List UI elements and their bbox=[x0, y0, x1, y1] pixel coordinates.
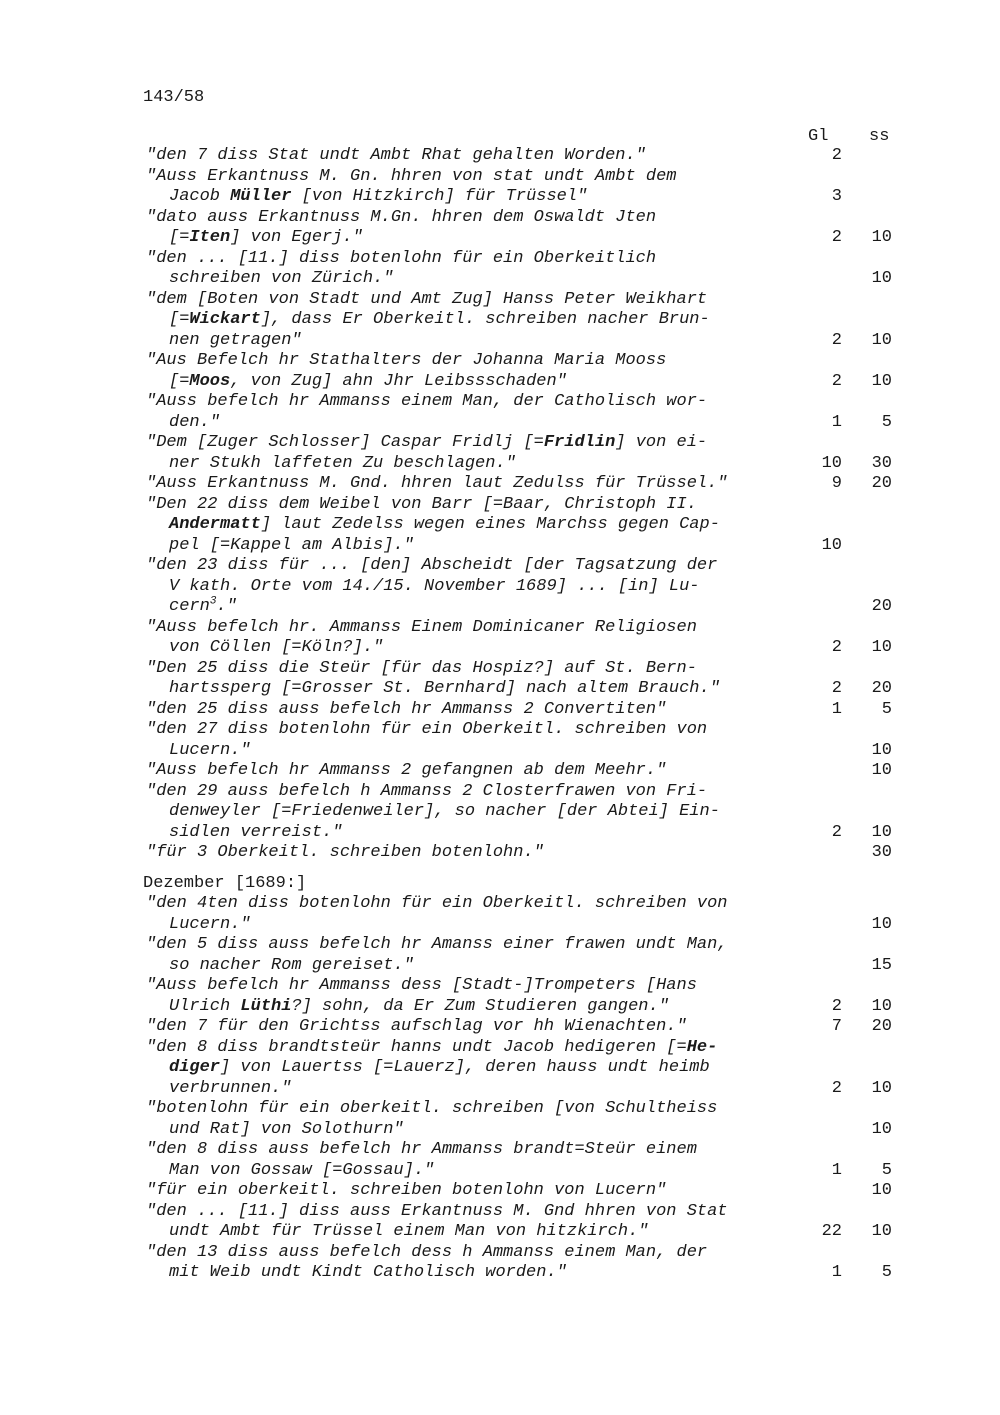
entry-line bbox=[0, 761, 1000, 782]
entry-line bbox=[0, 679, 1000, 700]
bold-name: Moos bbox=[189, 371, 231, 391]
entry-text: und Rat] von Solothurn" bbox=[169, 1119, 404, 1139]
month-heading-text: Dezember [1689:] bbox=[143, 873, 307, 893]
entry-line bbox=[0, 782, 1000, 803]
amount-gulden: 2 bbox=[831, 638, 842, 657]
entry-line bbox=[0, 433, 1000, 454]
entry-line bbox=[0, 392, 1000, 413]
amount-schilling: 5 bbox=[881, 1160, 892, 1180]
entry-line bbox=[0, 597, 1000, 618]
amount-schilling: 10 bbox=[871, 1222, 892, 1241]
amount-gulden: 2 bbox=[831, 1078, 842, 1098]
entry-line bbox=[0, 997, 1000, 1018]
amount-schilling: 10 bbox=[871, 1119, 892, 1139]
amount-schilling: 10 bbox=[871, 269, 892, 288]
entry-line bbox=[0, 700, 1000, 721]
entry-text: "den 8 diss brandtsteür hanns undt Jacob hedigeren [=He- bbox=[146, 1037, 718, 1057]
entry-line bbox=[0, 556, 1000, 577]
month-heading bbox=[0, 874, 1000, 895]
amount-schilling: 20 bbox=[871, 679, 892, 698]
amount-schilling: 10 bbox=[871, 330, 892, 350]
entry-text: "für 3 Oberkeitl. schreiben botenlohn." bbox=[146, 843, 544, 862]
entry-line bbox=[0, 372, 1000, 393]
bold-name: Fridlin bbox=[543, 433, 616, 452]
amount-schilling: 10 bbox=[871, 761, 892, 780]
entry-text: [=Moos, von Zug] ahn Jhr Leibssschaden" bbox=[169, 371, 567, 391]
amount-schilling: 10 bbox=[871, 996, 892, 1016]
entry-line bbox=[0, 208, 1000, 229]
entry-text: Jacob Müller [von Hitzkirch] für Trüssel" bbox=[169, 187, 588, 206]
amount-gulden: 7 bbox=[831, 1017, 842, 1036]
entry-line bbox=[0, 894, 1000, 915]
entry-line bbox=[0, 802, 1000, 823]
entry-line bbox=[0, 976, 1000, 997]
entry-line bbox=[0, 474, 1000, 495]
entry-line bbox=[0, 720, 1000, 741]
amount-schilling: 30 bbox=[871, 843, 892, 862]
bold-name: Müller bbox=[230, 187, 292, 206]
entry-line bbox=[0, 1161, 1000, 1182]
entry-text: Lucern." bbox=[169, 914, 251, 934]
entry-text: "den 5 diss auss befelch hr Amanss einer frawen undt Man, bbox=[146, 935, 728, 954]
entry-line bbox=[0, 956, 1000, 977]
entry-line bbox=[0, 915, 1000, 936]
entry-text: "Auss befelch hr Ammanss einem Man, der Catholisch wor- bbox=[146, 392, 708, 411]
entry-line bbox=[0, 843, 1000, 864]
amount-gulden: 2 bbox=[831, 330, 842, 350]
entry-text: "den 8 diss auss befelch hr Ammanss brandt=Steür einem bbox=[146, 1140, 697, 1159]
entry-text: V kath. Orte vom 14./15. November 1689] ... [in] Lu- bbox=[169, 576, 700, 596]
amount-schilling: 10 bbox=[871, 228, 892, 247]
amount-schilling: 10 bbox=[871, 371, 892, 391]
entry-line bbox=[0, 249, 1000, 270]
entry-line bbox=[0, 187, 1000, 208]
entry-text: "den ... [11.] diss auss Erkantnuss M. Gnd hhren von Stat bbox=[146, 1201, 728, 1221]
amount-gulden: 1 bbox=[831, 699, 842, 719]
entry-line bbox=[0, 269, 1000, 290]
entry-text: "Aus Befelch hr Stathalters der Johanna Maria Mooss bbox=[146, 351, 667, 370]
entry-line bbox=[0, 1099, 1000, 1120]
entry-text: "Auss befelch hr Ammanss 2 gefangnen ab dem Meehr." bbox=[146, 761, 667, 780]
entry-text: hartssperg [=Grosser St. Bernhard] nach altem Brauch." bbox=[169, 679, 720, 698]
entry-line bbox=[0, 331, 1000, 352]
bold-name: diger bbox=[169, 1058, 221, 1077]
entry-text: "den 7 für den Grichtss aufschlag vor hh Wienachten." bbox=[146, 1017, 687, 1036]
entry-line bbox=[0, 1120, 1000, 1141]
entry-text: "Auss befelch hr Ammanss dess [Stadt-]Trompeters [Hans bbox=[146, 976, 697, 995]
entry-text: diger] von Lauertss [=Lauerz], deren hauss undt heimb bbox=[169, 1058, 710, 1077]
entry-text: mit Weib undt Kindt Catholisch worden." bbox=[169, 1263, 567, 1282]
page-number: 143/58 bbox=[143, 88, 205, 107]
entry-line bbox=[0, 413, 1000, 434]
amount-gulden: 1 bbox=[831, 1263, 842, 1282]
amount-schilling: 10 bbox=[871, 914, 892, 934]
entry-line bbox=[0, 638, 1000, 659]
entry-text: Lucern." bbox=[169, 740, 251, 760]
amount-schilling: 10 bbox=[871, 1181, 892, 1200]
entry-text: "den 4ten diss botenlohn für ein Oberkeitl. schreiben von bbox=[146, 894, 728, 913]
entry-line bbox=[0, 618, 1000, 639]
amount-gulden: 1 bbox=[831, 412, 842, 432]
entry-text: "Den 22 diss dem Weibel von Barr [=Baar, Christoph II. bbox=[146, 494, 697, 514]
entry-text: "Auss befelch hr. Ammanss Einem Dominicaner Religiosen bbox=[146, 617, 697, 637]
amount-gulden: 22 bbox=[821, 1222, 842, 1241]
entry-line bbox=[0, 741, 1000, 762]
entry-line bbox=[0, 935, 1000, 956]
entry-line bbox=[0, 290, 1000, 311]
amount-schilling: 5 bbox=[881, 412, 892, 432]
entry-line bbox=[0, 515, 1000, 536]
entry-text: verbrunnen." bbox=[169, 1078, 292, 1098]
entry-text: [=Wickart], dass Er Oberkeitl. schreiben nacher Brun- bbox=[169, 310, 710, 329]
column-header-gl: Gl bbox=[808, 127, 829, 146]
entry-text: denweyler [=Friedenweiler], so nacher [der Abtei] Ein- bbox=[169, 802, 720, 821]
entry-line bbox=[0, 659, 1000, 680]
entry-text: "den 23 diss für ... [den] Abscheidt [der Tagsatzung der bbox=[146, 556, 718, 575]
entry-text: ner Stukh laffeten Zu beschlagen." bbox=[169, 453, 516, 473]
entry-text: "botenlohn für ein oberkeitl. schreiben [von Schultheiss bbox=[146, 1099, 718, 1118]
entry-line bbox=[0, 1079, 1000, 1100]
entry-line bbox=[0, 1222, 1000, 1243]
entry-line bbox=[0, 1140, 1000, 1161]
entry-line bbox=[0, 1038, 1000, 1059]
entry-text: "Dem [Zuger Schlosser] Caspar Fridlj [=Fridlin] von ei- bbox=[146, 433, 708, 452]
entry-text: "Auss Erkantnuss M. Gn. hhren von stat undt Ambt dem bbox=[146, 166, 677, 186]
entry-text: den." bbox=[169, 412, 221, 432]
entry-text: undt Ambt für Trüssel einem Man von hitzkirch." bbox=[169, 1222, 649, 1241]
entry-text: "Den 25 diss die Steür [für das Hospiz?] auf St. Bern- bbox=[146, 658, 697, 678]
entry-text: nen getragen" bbox=[169, 330, 302, 350]
entry-line bbox=[0, 351, 1000, 372]
amount-gulden: 9 bbox=[831, 474, 842, 493]
amount-gulden: 2 bbox=[831, 679, 842, 698]
bold-name: Iten bbox=[189, 228, 231, 247]
entry-text: "den 7 diss Stat undt Ambt Rhat gehalten Worden." bbox=[146, 146, 646, 165]
entry-line bbox=[0, 577, 1000, 598]
entry-text: Ulrich Lüthi?] sohn, da Er Zum Studieren gangen." bbox=[169, 996, 669, 1016]
amount-schilling: 10 bbox=[871, 740, 892, 760]
amount-gulden: 2 bbox=[831, 822, 842, 842]
amount-gulden: 2 bbox=[831, 146, 842, 165]
amount-schilling: 5 bbox=[881, 1263, 892, 1282]
entry-text: Man von Gossaw [=Gossau]." bbox=[169, 1160, 435, 1180]
entry-text: pel [=Kappel am Albis]." bbox=[169, 535, 414, 555]
entry-line bbox=[0, 823, 1000, 844]
entry-line bbox=[0, 1202, 1000, 1223]
amount-schilling: 10 bbox=[871, 822, 892, 842]
amount-schilling: 10 bbox=[871, 638, 892, 657]
entry-text: "Auss Erkantnuss M. Gnd. hhren laut Zedulss für Trüssel." bbox=[146, 474, 728, 493]
entry-line bbox=[0, 536, 1000, 557]
amount-schilling: 20 bbox=[871, 474, 892, 493]
column-header-ss: ss bbox=[869, 127, 890, 146]
bold-name: He- bbox=[686, 1037, 718, 1057]
entry-text: Andermatt] laut Zedelss wegen eines Marchss gegen Cap- bbox=[169, 515, 720, 534]
entry-text: so nacher Rom gereiset." bbox=[169, 955, 414, 975]
entry-line bbox=[0, 1017, 1000, 1038]
bold-name: Lüthi bbox=[240, 996, 292, 1016]
amount-gulden: 2 bbox=[831, 228, 842, 247]
amount-gulden: 2 bbox=[831, 371, 842, 391]
bold-name: Andermatt bbox=[169, 515, 261, 534]
entry-text: [=Iten] von Egerj." bbox=[169, 228, 363, 247]
entry-text: cern$^3$." bbox=[169, 595, 237, 616]
amount-schilling: 10 bbox=[871, 1078, 892, 1098]
entry-text: "dem [Boten von Stadt und Amt Zug] Hanss Peter Weikhart bbox=[146, 289, 708, 309]
entry-line bbox=[0, 495, 1000, 516]
entry-line bbox=[0, 167, 1000, 188]
entry-text: schreiben von Zürich." bbox=[169, 269, 394, 288]
amount-schilling: 20 bbox=[871, 1017, 892, 1036]
section-gap bbox=[0, 864, 1000, 874]
entry-line bbox=[0, 1243, 1000, 1264]
entry-text: "für ein oberkeitl. schreiben botenlohn von Lucern" bbox=[146, 1181, 667, 1200]
entry-line bbox=[0, 1058, 1000, 1079]
entry-line bbox=[0, 1263, 1000, 1284]
amount-gulden: 3 bbox=[831, 187, 842, 206]
entry-text: "den ... [11.] diss botenlohn für ein Oberkeitlich bbox=[146, 248, 657, 268]
entry-text: "den 29 auss befelch h Ammanss 2 Closterfrawen von Fri- bbox=[146, 781, 708, 801]
footnote-marker: 3 bbox=[209, 595, 217, 608]
amount-schilling: 30 bbox=[871, 453, 892, 473]
amount-gulden: 2 bbox=[831, 996, 842, 1016]
amount-gulden: 10 bbox=[821, 453, 842, 473]
entry-text: "den 25 diss auss befelch hr Ammanss 2 Convertiten" bbox=[146, 699, 667, 719]
bold-name: Wickart bbox=[189, 310, 261, 329]
amount-schilling: 15 bbox=[871, 955, 892, 975]
entry-text: "den 13 diss auss befelch dess h Ammanss einem Man, der bbox=[146, 1242, 708, 1262]
amount-schilling: 5 bbox=[881, 699, 892, 719]
entry-line bbox=[0, 454, 1000, 475]
amount-gulden: 10 bbox=[821, 535, 842, 555]
entry-line bbox=[0, 146, 1000, 167]
entry-text: sidlen verreist." bbox=[169, 822, 343, 842]
entry-text: von Cöllen [=Köln?]." bbox=[169, 638, 384, 657]
ledger-entries bbox=[0, 146, 1000, 1284]
entry-text: "den 27 diss botenlohn für ein Oberkeitl. schreiben von bbox=[146, 720, 708, 739]
amount-schilling: 20 bbox=[871, 597, 892, 616]
entry-line bbox=[0, 310, 1000, 331]
entry-line bbox=[0, 1181, 1000, 1202]
amount-gulden: 1 bbox=[831, 1160, 842, 1180]
entry-line bbox=[0, 228, 1000, 249]
entry-text: "dato auss Erkantnuss M.Gn. hhren dem Oswaldt Jten bbox=[146, 207, 657, 227]
